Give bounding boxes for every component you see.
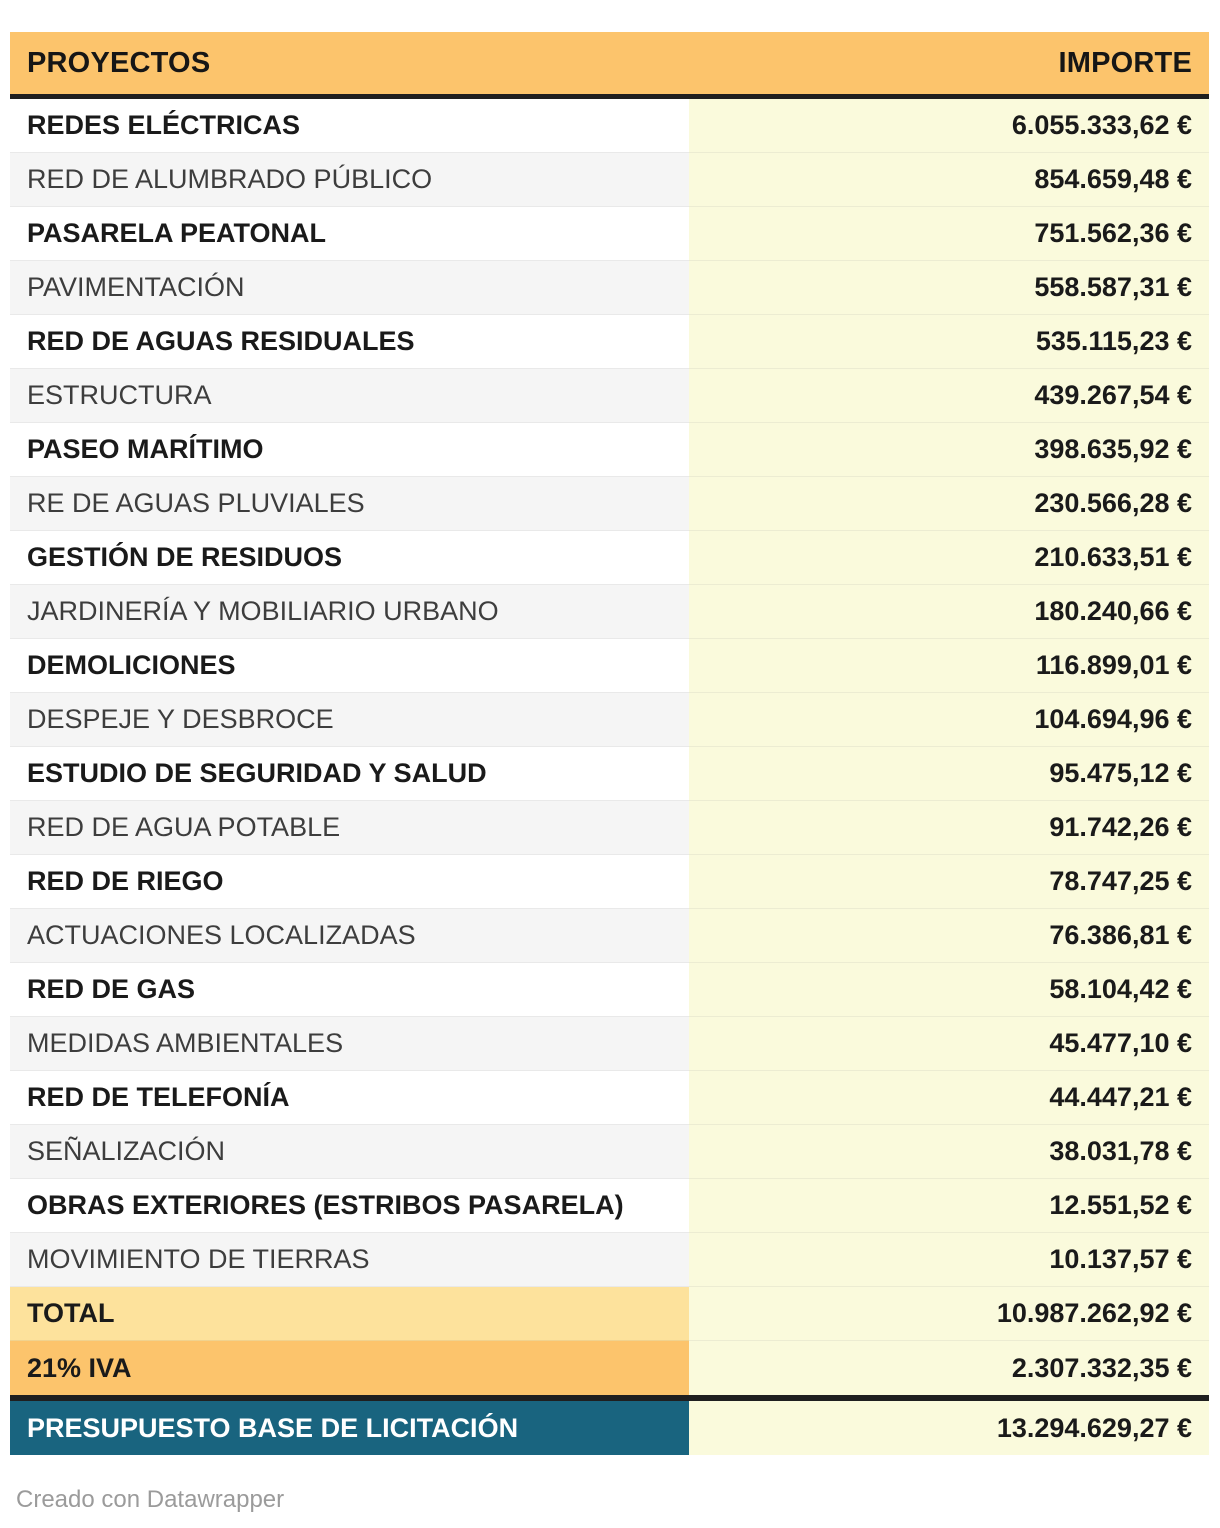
- project-amount: 854.659,48 €: [689, 153, 1209, 207]
- table-row: [10, 747, 1209, 801]
- table-row: [10, 963, 1209, 1017]
- presupuesto-base-label: PRESUPUESTO BASE DE LICITACIÓN: [10, 1401, 689, 1455]
- project-name: JARDINERÍA Y MOBILIARIO URBANO: [10, 585, 689, 639]
- table-row: [10, 531, 1209, 585]
- table-row: [10, 315, 1209, 369]
- project-name: OBRAS EXTERIORES (ESTRIBOS PASARELA): [10, 1179, 689, 1233]
- project-name: PAVIMENTACIÓN: [10, 261, 689, 315]
- table-row-total: [10, 1287, 1209, 1341]
- table-row: [10, 909, 1209, 963]
- table-row: [10, 99, 1209, 153]
- table-row: [10, 1125, 1209, 1179]
- project-amount: 558.587,31 €: [689, 261, 1209, 315]
- iva-amount: 2.307.332,35 €: [689, 1341, 1209, 1395]
- table-row: [10, 153, 1209, 207]
- table-row: [10, 261, 1209, 315]
- project-name: ESTRUCTURA: [10, 369, 689, 423]
- project-amount: 751.562,36 €: [689, 207, 1209, 261]
- project-name: MOVIMIENTO DE TIERRAS: [10, 1233, 689, 1287]
- project-name: RED DE AGUAS RESIDUALES: [10, 315, 689, 369]
- total-amount: 10.987.262,92 €: [689, 1287, 1209, 1341]
- table-row: [10, 207, 1209, 261]
- datawrapper-credit: Creado con Datawrapper: [16, 1486, 285, 1513]
- iva-label: 21% IVA: [10, 1341, 689, 1395]
- table-row: [10, 693, 1209, 747]
- total-label: TOTAL: [10, 1287, 689, 1341]
- project-amount: 38.031,78 €: [689, 1125, 1209, 1179]
- table-row: [10, 423, 1209, 477]
- project-name: DEMOLICIONES: [10, 639, 689, 693]
- project-amount: 230.566,28 €: [689, 477, 1209, 531]
- project-amount: 12.551,52 €: [689, 1179, 1209, 1233]
- budget-table: [10, 32, 1209, 1455]
- project-name: RED DE RIEGO: [10, 855, 689, 909]
- table-header-row: [10, 32, 1209, 99]
- project-amount: 95.475,12 €: [689, 747, 1209, 801]
- project-name: ACTUACIONES LOCALIZADAS: [10, 909, 689, 963]
- project-name: DESPEJE Y DESBROCE: [10, 693, 689, 747]
- project-amount: 210.633,51 €: [689, 531, 1209, 585]
- project-name: RED DE GAS: [10, 963, 689, 1017]
- project-amount: 58.104,42 €: [689, 963, 1209, 1017]
- table-row: [10, 477, 1209, 531]
- project-amount: 45.477,10 €: [689, 1017, 1209, 1071]
- table-row: [10, 801, 1209, 855]
- project-amount: 91.742,26 €: [689, 801, 1209, 855]
- project-amount: 78.747,25 €: [689, 855, 1209, 909]
- project-amount: 398.635,92 €: [689, 423, 1209, 477]
- project-name: RED DE TELEFONÍA: [10, 1071, 689, 1125]
- table-row: [10, 1071, 1209, 1125]
- project-amount: 44.447,21 €: [689, 1071, 1209, 1125]
- project-amount: 76.386,81 €: [689, 909, 1209, 963]
- project-amount: 10.137,57 €: [689, 1233, 1209, 1287]
- table-row: [10, 639, 1209, 693]
- header-importe: IMPORTE: [1058, 46, 1192, 79]
- presupuesto-base-amount: 13.294.629,27 €: [689, 1401, 1209, 1455]
- project-amount: 6.055.333,62 €: [689, 99, 1209, 153]
- table-row: [10, 1017, 1209, 1071]
- project-name: ESTUDIO DE SEGURIDAD Y SALUD: [10, 747, 689, 801]
- project-name: PASARELA PEATONAL: [10, 207, 689, 261]
- table-row: [10, 585, 1209, 639]
- table-row: [10, 1233, 1209, 1287]
- project-amount: 116.899,01 €: [689, 639, 1209, 693]
- table-row-presupuesto-base: [10, 1395, 1209, 1455]
- project-name: PASEO MARÍTIMO: [10, 423, 689, 477]
- project-name: MEDIDAS AMBIENTALES: [10, 1017, 689, 1071]
- project-amount: 535.115,23 €: [689, 315, 1209, 369]
- table-row: [10, 369, 1209, 423]
- project-amount: 180.240,66 €: [689, 585, 1209, 639]
- project-name: GESTIÓN DE RESIDUOS: [10, 531, 689, 585]
- table-row: [10, 1179, 1209, 1233]
- project-amount: 439.267,54 €: [689, 369, 1209, 423]
- table-row: [10, 855, 1209, 909]
- project-name: REDES ELÉCTRICAS: [10, 99, 689, 153]
- project-name: RED DE AGUA POTABLE: [10, 801, 689, 855]
- project-name: RE DE AGUAS PLUVIALES: [10, 477, 689, 531]
- project-name: SEÑALIZACIÓN: [10, 1125, 689, 1179]
- header-proyectos: PROYECTOS: [27, 46, 211, 79]
- table-body: [10, 99, 1209, 1287]
- table-row-iva: [10, 1341, 1209, 1395]
- project-name: RED DE ALUMBRADO PÚBLICO: [10, 153, 689, 207]
- project-amount: 104.694,96 €: [689, 693, 1209, 747]
